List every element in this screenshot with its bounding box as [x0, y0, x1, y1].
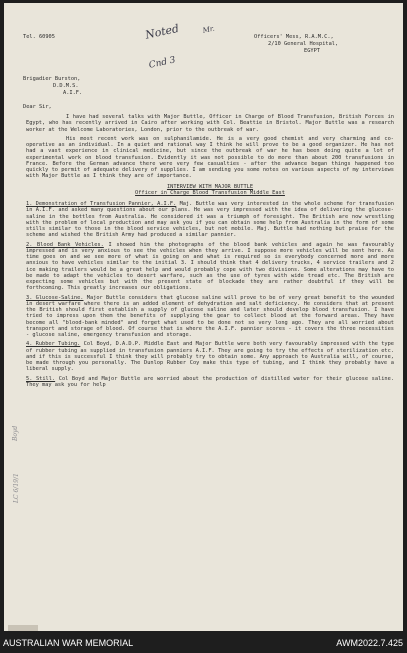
- item-text: Col Boyd and Major Buttle are worried about the production of distilled water for their glucose saline. They may ask you for help: [26, 375, 394, 388]
- handwritten-top-scrawl: Noted: [144, 21, 181, 42]
- item-text: Maj. Buttle was very interested in the whole scheme for transfusion in A.I.F. and asked many questions about our plans. He was very impressed with the idea of delivering the glucose-saline in the bottles from Australia. He considered it was a triumph of foresight. The British are now wrestling with the problem of local production and may ask you if you can obtain some help from Australia in the form of some stills similar to those in the blood service vehicles, but not mobile. Maj. Buttle had nothing but praise for the scheme and wished the British Army had produced a similar pannier.: [26, 201, 394, 239]
- item-rubber-tubing: [26, 341, 394, 372]
- item-glucose-saline: [26, 295, 394, 339]
- institution-name: AUSTRALIAN WAR MEMORIAL: [3, 638, 134, 648]
- sender-address-line-3: EGYPT: [304, 48, 320, 54]
- intro-paragraph-2: His most recent work was on sulphanilamide. He is a very good chemist and very charming and co-operative as an individual. In a quiet and rational way I think he will prove to be a good organizer. He has not had a vast experience in clinical medicine, but since the outbreak of war he has been doing quite a lot of experimental work on blood transfusion. Evidently it was not possible to do more than about 200 transfusions in France. Before the German advance there were very few casualties - after the advance began things happened too quickly to permit of adequate delivery of supplies. I am sending you some notes on various aspects of my interviews with Major Buttle as I think they are of importance.: [26, 135, 394, 180]
- interview-heading: INTERVIEW WITH MAJOR BUTTLE: [166, 183, 254, 190]
- item-label: 3. Glucose-Saline.: [26, 294, 84, 301]
- item-text: Col Boyd, D.A.D.P. Middle East and Major Buttle were both very favourably impressed with the type of rubber tubing as supplied in transfusion panniers A.I.F. They are going to try the effects of sterilization etc. and if this is successful I think they will probably try to obtain some. Any approach to Australia will, of course, be made through you personally. The Dunlop Rubber Coy make this type of tubing, and I think they probably have a liberal supply.: [26, 341, 394, 373]
- item-text: Major Buttle considers that glucose saline will prove to be of very great benefit to the wounded in desert warfare where there is an added element of dehydration and salt deficiency. He considers that at present the British should first establish a supply of glucose saline and later should develop blood transfusion. I have tried to impress upon them the benefits of supplying the gear to collect blood at the forward areas. They have become all "blood-bank minded" and forget what used to be done not so very long ago. They are all worried about transport and storage of blood. Of course that is where the A.I.F. pannier scores - it covers the three necessities - glucose saline, emergency transfusion and storage.: [26, 294, 394, 338]
- item-text: I showed him the photographs of the blood bank vehicles and again he was favourably impressed and is very anxious to see the vehicles when they arrive. I suppose more vehicles will be sent here. As time goes on and we see more of what is going on and what is required so is everybody concerned more and more anxious to have vehicles similar to the initial 3. I should think that 4 delivery trucks, 4 service trailers and 2 ice making trailers would be a great help and would probably cope with two divisions. Some alterations may have to be made to adapt the vehicles to desert warfare, such as the use of tyres with wide tread etc. The British are expecting some vehicles but with the present state of blockade they are rather doubtful if they will be forthcoming. This greatly increases our obligations.: [26, 241, 394, 292]
- telephone-number: Tel. 60905: [23, 34, 55, 40]
- item-still: [26, 376, 394, 389]
- margin-note-reference: LC 6/19/1: [13, 473, 20, 503]
- recipient-line-3: A.I.F.: [63, 90, 83, 96]
- salutation: Dear Sir,: [23, 104, 52, 110]
- letter-body: [26, 114, 394, 391]
- handwritten-top-right: Mr.: [202, 24, 216, 35]
- recipient-line-2: D.D.M.S.: [53, 83, 79, 89]
- intro-paragraph-1: I have had several talks with Major Buttle, Officer in Charge of Blood Transfusion, British Forces in Egypt, who has recently arrived in Cairo after working with Col. Beattie in Bristol. Major Buttle was a research worker at the Welcome Laboratories, London, prior to the outbreak of war.: [26, 114, 394, 133]
- interview-subheading: Officer in Charge Blood Transfusion Middle East: [135, 189, 285, 196]
- archive-footer: [0, 634, 407, 653]
- item-label: 2. Blood Bank Vehicles.: [26, 241, 104, 248]
- item-label: 1. Demonstration of Transfusion Pannier, A.I.F.: [26, 201, 177, 207]
- item-label: 4. Rubber Tubing.: [26, 341, 81, 348]
- handwritten-top-mid: Cnd 3: [148, 55, 177, 71]
- margin-note-boyd: Boyd: [12, 425, 19, 441]
- sender-address-line-1: Officers' Mess, R.A.M.C.,: [254, 34, 334, 40]
- archive-reference: AWM2022.7.425: [336, 638, 403, 648]
- item-label: 5. Still.: [26, 375, 56, 382]
- recipient-line-1: Brigadier Burston,: [23, 76, 81, 82]
- document-page: [4, 3, 403, 631]
- archive-label-strip: [8, 625, 38, 631]
- item-demonstration: [26, 201, 394, 239]
- item-blood-bank-vehicles: [26, 242, 394, 292]
- sender-address-line-2: 2/10 General Hospital,: [268, 41, 339, 47]
